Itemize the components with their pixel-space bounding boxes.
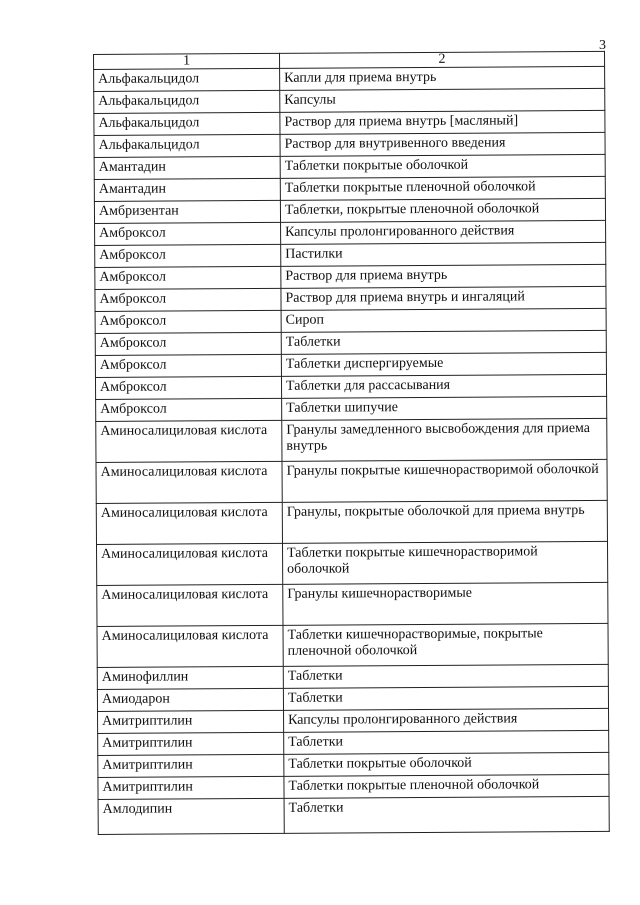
page-number: 3 <box>599 38 606 53</box>
drug-name-cell: Аминосалициловая кислота <box>97 584 283 626</box>
dosage-form-cell: Таблетки диспергируемые <box>281 352 606 376</box>
dosage-form-cell: Таблетки покрытые оболочкой <box>284 752 609 776</box>
table-row <box>95 264 606 289</box>
dosage-form-cell: Гранулы, покрытые оболочкой для приема внутрь <box>282 500 607 543</box>
table-row <box>96 459 607 503</box>
table-row <box>97 582 608 626</box>
table-row <box>94 88 605 113</box>
table-row <box>95 308 606 333</box>
drug-name-cell: Амброксол <box>95 332 281 355</box>
drug-name-cell: Амброксол <box>95 288 281 311</box>
table-row <box>94 66 605 91</box>
drug-name-cell: Альфакальцидол <box>94 68 280 91</box>
drug-name-cell: Аминосалициловая кислота <box>96 461 282 503</box>
drug-name-cell: Альфакальцидол <box>94 112 280 135</box>
dosage-form-cell: Раствор для приема внутрь <box>281 264 606 288</box>
drug-name-cell: Аминосалициловая кислота <box>96 420 282 462</box>
table-row <box>95 374 606 399</box>
dosage-form-cell: Таблетки покрытые пленочной оболочкой <box>280 176 605 200</box>
table-row <box>97 686 608 711</box>
table-row <box>96 541 607 585</box>
table-row <box>97 623 608 667</box>
dosage-form-cell: Таблетки покрытые оболочкой <box>280 154 605 178</box>
table-row <box>94 110 605 135</box>
drug-name-cell: Амброксол <box>95 310 281 333</box>
drug-name-cell: Аминосалициловая кислота <box>97 625 283 667</box>
table-row <box>95 330 606 355</box>
drug-name-cell: Аминофиллин <box>97 666 283 689</box>
table-row <box>98 708 609 733</box>
drug-name-cell: Альфакальцидол <box>94 90 280 113</box>
drug-name-cell: Альфакальцидол <box>94 134 280 157</box>
drug-name-cell: Амброксол <box>95 376 281 399</box>
dosage-form-cell: Таблетки <box>281 330 606 354</box>
table-row <box>97 664 608 689</box>
table-row <box>98 774 609 799</box>
drug-name-cell: Амитриптилин <box>98 754 284 777</box>
dosage-form-cell: Таблетки <box>284 730 609 754</box>
drug-name-cell: Амитриптилин <box>98 732 284 755</box>
drug-name-cell: Аминосалициловая кислота <box>96 543 282 585</box>
dosage-form-cell: Раствор для приема внутрь [масляный] <box>280 110 605 134</box>
dosage-form-cell: Таблетки <box>283 686 608 710</box>
drug-name-cell: Амитриптилин <box>98 710 284 733</box>
dosage-form-cell: Раствор для внутривенного введения <box>280 132 605 156</box>
table-row <box>98 796 609 834</box>
column-header-1: 1 <box>94 53 280 69</box>
drug-name-cell: Аминосалициловая кислота <box>96 502 282 544</box>
drug-name-cell: Амброксол <box>95 244 281 267</box>
dosage-form-cell: Таблетки покрытые кишечнорастворимой оболочкой <box>282 541 607 584</box>
dosage-form-cell: Таблетки кишечнорастворимые, покрытые пленочной оболочкой <box>283 623 608 666</box>
drug-name-cell: Амброксол <box>95 222 281 245</box>
dosage-form-cell: Капсулы <box>280 88 605 112</box>
dosage-form-cell: Гранулы кишечнорастворимые <box>283 582 608 625</box>
table-row <box>94 198 605 223</box>
dosage-form-cell: Капсулы пролонгированного действия <box>281 220 606 244</box>
table-row <box>96 396 607 421</box>
drug-name-cell: Амброксол <box>95 266 281 289</box>
dosage-form-cell: Таблетки покрытые пленочной оболочкой <box>284 774 609 798</box>
table-row <box>94 154 605 179</box>
dosage-form-cell: Раствор для приема внутрь и ингаляций <box>281 286 606 310</box>
drug-name-cell: Амбризентан <box>94 200 280 223</box>
table-row <box>98 730 609 755</box>
dosage-form-cell: Таблетки, покрытые пленочной оболочкой <box>280 198 605 222</box>
table-row <box>95 220 606 245</box>
table-row <box>95 242 606 267</box>
drug-name-cell: Амитриптилин <box>98 776 284 799</box>
table-row <box>96 500 607 544</box>
table-row <box>94 132 605 157</box>
drug-name-cell: Амлодипин <box>98 798 284 834</box>
table-row <box>98 752 609 777</box>
drug-name-cell: Амантадин <box>94 156 280 179</box>
dosage-form-cell: Капли для приема внутрь <box>280 66 605 90</box>
table-row <box>96 418 607 462</box>
dosage-form-cell: Капсулы пролонгированного действия <box>284 708 609 732</box>
dosage-form-cell: Таблетки <box>283 664 608 688</box>
drug-name-cell: Амброксол <box>96 398 282 421</box>
dosage-form-cell: Таблетки для рассасывания <box>281 374 606 398</box>
table-row <box>95 286 606 311</box>
drug-name-cell: Амиодарон <box>97 688 283 711</box>
drug-forms-table <box>93 51 610 835</box>
dosage-form-cell: Таблетки шипучие <box>282 396 607 420</box>
drug-name-cell: Амброксол <box>95 354 281 377</box>
table-row <box>94 176 605 201</box>
table-row <box>95 352 606 377</box>
dosage-form-cell: Гранулы замедленного высвобождения для приема внутрь <box>282 418 607 461</box>
dosage-form-cell: Гранулы покрытые кишечнорастворимой оболочкой <box>282 459 607 502</box>
dosage-form-cell: Пастилки <box>281 242 606 266</box>
dosage-form-cell: Сироп <box>281 308 606 332</box>
dosage-form-cell: Таблетки <box>284 796 609 833</box>
column-header-2: 2 <box>279 51 604 68</box>
drug-name-cell: Амантадин <box>94 178 280 201</box>
